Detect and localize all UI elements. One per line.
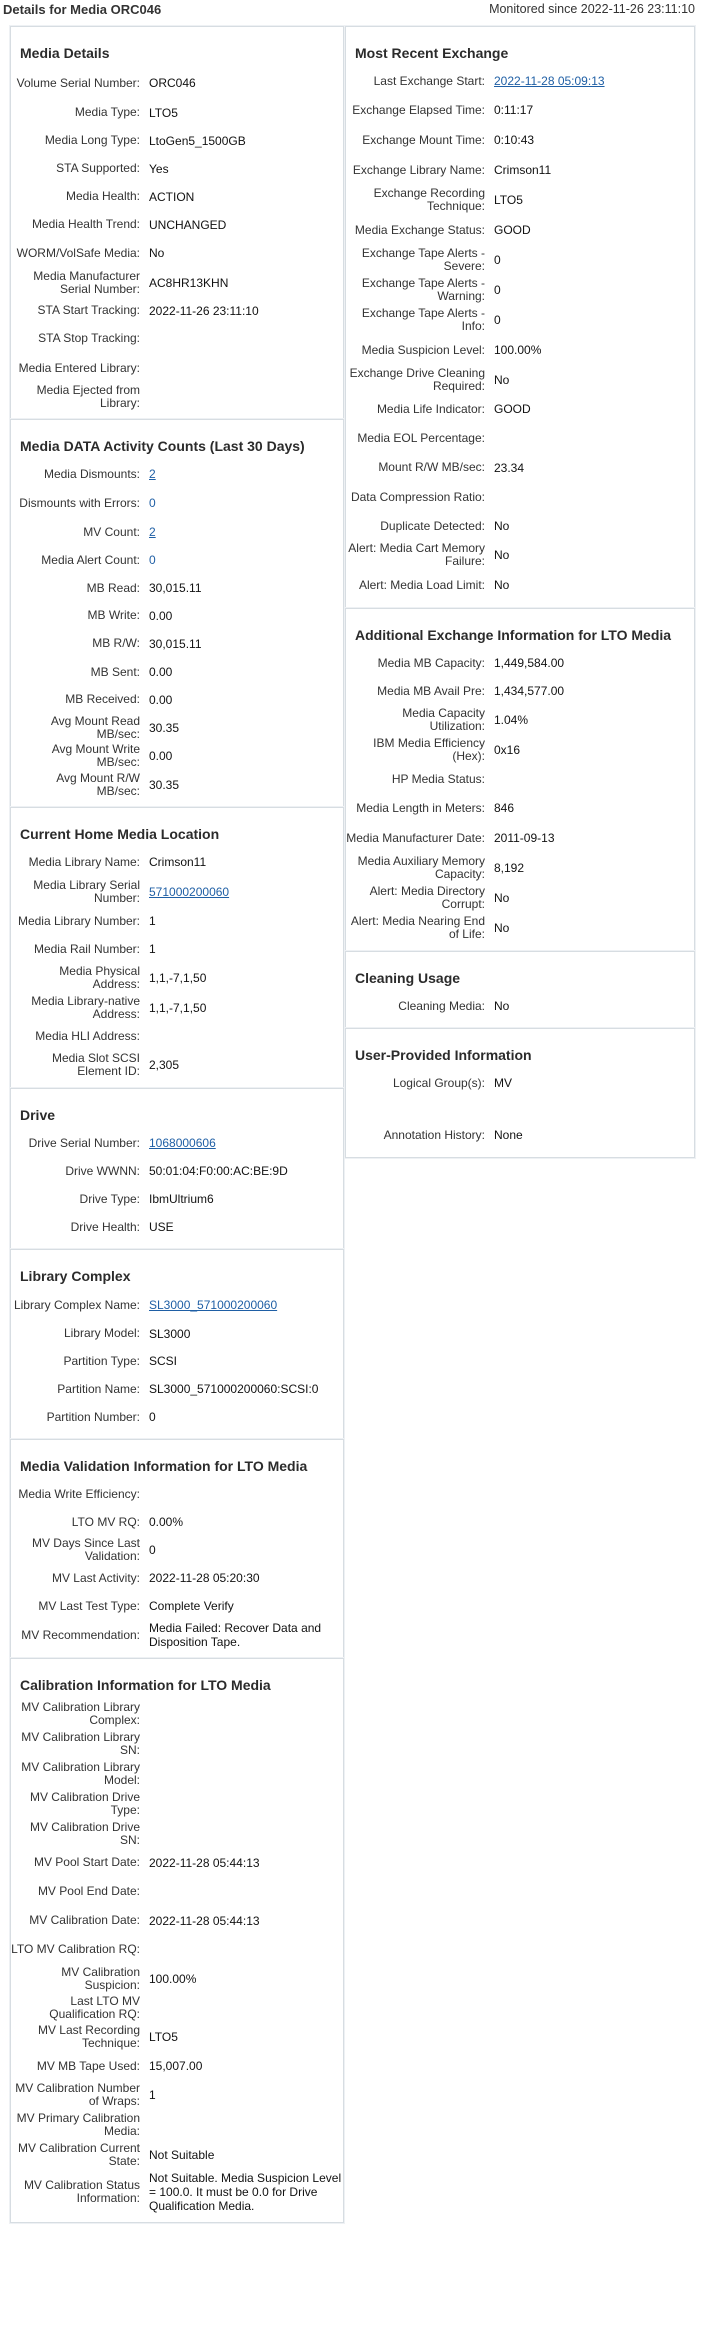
field-mb-r-w — [11, 629, 343, 658]
field-label: Exchange Elapsed Time: — [352, 102, 485, 117]
field-value: 30.35 — [149, 777, 180, 792]
section-current-home-media-location — [10, 807, 344, 1089]
field-media-type — [11, 99, 343, 126]
field-value: 0 — [494, 313, 501, 327]
field-media-hli-address — [11, 1022, 343, 1050]
field-lto-mv-calibration-rq — [11, 1935, 343, 1964]
field-drive-health — [11, 1213, 343, 1241]
field-value: LtoGen5_1500GB — [149, 133, 246, 148]
field-value: USE — [149, 1220, 174, 1234]
field-label: Media Rail Number: — [33, 941, 140, 956]
field-label: MB Received: — [65, 692, 140, 706]
field-cleaning-media — [346, 992, 694, 1020]
field-media-mb-avail-pre — [346, 677, 694, 705]
field-exchange-tape-alerts-info — [346, 305, 694, 335]
field-value: 0.00 — [149, 665, 173, 679]
field-label: Media Health Trend: — [31, 217, 140, 231]
field-label: Exchange Mount Time: — [362, 132, 485, 147]
section-title: Drive — [20, 1107, 56, 1123]
field-value: Not Suitable. Media Suspicion Level = 100.0. It must be 0.0 for Drive Qualification Media. — [149, 2171, 342, 2213]
field-label: Media HLI Address: — [35, 1028, 140, 1043]
field-media-manufacturer-date — [346, 823, 694, 853]
field-label: Partition Number: — [46, 1409, 140, 1424]
field-value-link[interactable]: 0 — [149, 496, 156, 510]
field-label: Avg Mount R/W MB/sec: — [56, 770, 140, 798]
field-value: UNCHANGED — [149, 217, 227, 232]
section-title: Cleaning Usage — [355, 970, 461, 986]
field-value: 0.00 — [149, 692, 173, 707]
field-label: Media Entered Library: — [18, 360, 140, 375]
field-label: Media EOL Percentage: — [357, 430, 485, 445]
field-volume-serial-number — [11, 67, 343, 99]
field-value: 8,192 — [494, 861, 525, 875]
field-label: Drive WWNN: — [65, 1163, 140, 1178]
field-value: No — [494, 519, 510, 533]
field-exchange-drive-cleaning-required — [346, 365, 694, 395]
field-value: 1 — [149, 914, 156, 928]
field-label: LTO MV RQ: — [71, 1514, 140, 1529]
field-value: ORC046 — [149, 76, 196, 90]
field-label: Media Length in Meters: — [356, 800, 485, 815]
field-value: Yes — [149, 161, 169, 176]
field-mv-primary-calibration-media — [11, 2110, 343, 2140]
field-value: 0 — [494, 283, 501, 297]
field-mv-calibration-library-sn — [11, 1729, 343, 1759]
field-label: Media Type: — [74, 105, 140, 119]
field-sta-stop-tracking — [11, 324, 343, 353]
field-value-link[interactable]: 571000200060 — [149, 884, 230, 899]
field-value: 30.35 — [149, 720, 180, 735]
field-value: Crimson11 — [149, 855, 207, 869]
field-label: Cleaning Media: — [398, 998, 485, 1013]
field-label: Media Physical Address: — [59, 964, 140, 991]
field-label: WORM/VolSafe Media: — [16, 245, 140, 260]
field-value: 1 — [149, 942, 156, 956]
section-drive — [10, 1088, 344, 1250]
field-drive-serial-number — [11, 1129, 343, 1157]
field-media-manufacturer-serial-number — [11, 268, 343, 297]
field-mb-sent — [11, 658, 343, 686]
field-value-link[interactable]: 1068000606 — [149, 1136, 216, 1150]
field-value: GOOD — [494, 402, 531, 416]
field-avg-mount-write-mb-sec — [11, 742, 343, 770]
section-calibration-information-for-lto-media — [10, 1658, 344, 2223]
field-label: Duplicate Detected: — [380, 518, 485, 533]
field-value: SCSI — [149, 1354, 178, 1368]
field-value: 0:10:43 — [494, 133, 535, 147]
field-value: 2022-11-28 05:44:13 — [149, 1913, 260, 1928]
field-label: STA Start Tracking: — [37, 303, 140, 317]
field-label: MV Last Recording Technique: — [37, 2023, 140, 2050]
field-label: MV Last Test Type: — [38, 1598, 140, 1613]
field-label: MV Calibration Status Information: — [23, 2178, 140, 2205]
field-label: MV Calibration Current State: — [17, 2141, 140, 2168]
field-label: Media Life Indicator: — [376, 401, 485, 416]
field-value: 50:01:04:F0:00:AC:BE:9D — [149, 1164, 288, 1178]
field-mv-pool-end-date — [11, 1877, 343, 1906]
section-title: Most Recent Exchange — [355, 45, 509, 61]
section-additional-exchange-information-for-lto-media — [345, 608, 695, 952]
field-mv-calibration-current-state — [11, 2140, 343, 2170]
field-label: STA Supported: — [56, 161, 140, 175]
field-partition-name — [11, 1375, 343, 1403]
field-value: 100.00% — [149, 1972, 197, 1986]
section-title: Current Home Media Location — [20, 826, 220, 842]
section-media-validation-information-for-lto-media — [10, 1439, 344, 1659]
field-label: Media Alert Count: — [41, 552, 140, 567]
field-label: MB Read: — [86, 580, 140, 595]
field-label: MV Days Since Last Validation: — [31, 1536, 140, 1563]
field-exchange-tape-alerts-warning — [346, 275, 694, 305]
field-label: Last LTO MV Qualification RQ: — [49, 1994, 140, 2021]
field-value: Complete Verify — [149, 1599, 234, 1613]
field-label: Media Exchange Status: — [354, 222, 485, 237]
section-most-recent-exchange — [345, 26, 695, 609]
field-value: No — [149, 246, 165, 260]
field-label: Alert: Media Nearing End of Life: — [350, 914, 485, 941]
field-label: Media Library Serial Number: — [33, 877, 140, 905]
field-value: GOOD — [494, 223, 531, 237]
field-worm-volsafe-media — [11, 238, 343, 268]
section-library-complex — [10, 1249, 344, 1440]
field-label: MV Calibration Suspicion: — [61, 1965, 140, 1992]
field-exchange-tape-alerts-severe — [346, 245, 694, 275]
field-media-library-serial-number — [11, 876, 343, 907]
field-media-physical-address — [11, 963, 343, 993]
field-label: MB R/W: — [92, 636, 140, 650]
field-value: Crimson11 — [494, 163, 552, 177]
field-media-auxiliary-memory-capacity — [346, 853, 694, 883]
field-drive-wwnn — [11, 1157, 343, 1185]
field-mb-read — [11, 574, 343, 602]
field-label: Logical Group(s): — [392, 1075, 485, 1090]
field-label: Library Complex Name: — [13, 1297, 140, 1312]
field-mv-calibration-library-model — [11, 1759, 343, 1789]
field-value: 0:11:17 — [494, 103, 534, 117]
field-value: No — [494, 921, 510, 935]
field-media-write-efficiency — [11, 1480, 343, 1508]
field-value: 2,305 — [149, 1058, 180, 1072]
field-value: Not Suitable — [149, 2148, 215, 2162]
field-hp-media-status — [346, 765, 694, 793]
field-value-link[interactable]: SL3000_571000200060 — [149, 1298, 278, 1312]
field-label: MV Calibration Library Complex: — [21, 1700, 140, 1727]
field-label: Drive Type: — [79, 1191, 140, 1206]
field-alert-media-directory-corrupt — [346, 883, 694, 913]
field-label: MV Primary Calibration Media: — [16, 2111, 140, 2138]
field-value: 0x16 — [494, 743, 521, 757]
field-label: MV Calibration Drive Type: — [29, 1790, 140, 1817]
field-label: Drive Health: — [70, 1219, 140, 1234]
field-media-alert-count — [11, 546, 343, 574]
field-media-rail-number — [11, 935, 343, 963]
field-library-complex-name — [11, 1290, 343, 1320]
section-media-details — [10, 26, 344, 420]
field-label: Exchange Tape Alerts - Warning: — [361, 276, 485, 303]
field-label: Partition Type: — [63, 1353, 140, 1368]
field-label: Media Library Name: — [28, 854, 140, 869]
field-label: Library Model: — [63, 1326, 140, 1340]
field-label: Exchange Tape Alerts - Info: — [361, 306, 485, 333]
field-media-capacity-utilization — [346, 705, 694, 735]
field-label: MB Sent: — [90, 664, 140, 679]
field-label: Exchange Library Name: — [352, 162, 485, 177]
page-title: Details for Media ORC046 — [3, 2, 162, 17]
field-label: Exchange Recording Technique: — [373, 186, 485, 213]
field-value: SL3000 — [149, 1326, 191, 1341]
field-last-exchange-start — [346, 67, 694, 95]
field-media-eol-percentage — [346, 423, 694, 453]
field-media-library-number — [11, 907, 343, 935]
field-mv-pool-start-date — [11, 1848, 343, 1877]
field-value: SL3000_571000200060:SCSI:0 — [149, 1382, 319, 1396]
left-column — [10, 26, 344, 2222]
field-value: LTO5 — [149, 105, 178, 120]
field-media-exchange-status — [346, 215, 694, 245]
field-mv-recommendation — [11, 1620, 343, 1650]
field-value: 1,434,577.00 — [494, 684, 565, 698]
field-avg-mount-r-w-mb-sec — [11, 770, 343, 799]
field-media-length-in-meters — [346, 793, 694, 823]
field-label: MV Pool Start Date: — [33, 1855, 140, 1869]
field-mv-calibration-drive-type — [11, 1789, 343, 1819]
field-value: 2011-09-13 — [494, 831, 555, 845]
field-mv-calibration-number-of-wraps — [11, 2080, 343, 2110]
section-media-data-activity-counts-last-30-days — [10, 419, 344, 808]
field-label: Dismounts with Errors: — [19, 495, 140, 510]
field-label: MV Pool End Date: — [37, 1884, 140, 1898]
field-value: 2022-11-28 05:20:30 — [149, 1571, 260, 1585]
field-label: Drive Serial Number: — [28, 1135, 140, 1150]
field-ibm-media-efficiency-hex — [346, 735, 694, 765]
field-library-model — [11, 1320, 343, 1347]
field-partition-type — [11, 1347, 343, 1375]
section-title: Media DATA Activity Counts (Last 30 Days) — [20, 438, 305, 454]
field-last-lto-mv-qualification-rq — [11, 1994, 343, 2022]
field-value: 100.00% — [494, 343, 542, 357]
section-title: Media Validation Information for LTO Media — [20, 1458, 308, 1474]
section-title: Additional Exchange Information for LTO Media — [355, 627, 672, 643]
field-label: Media Ejected from Library: — [36, 383, 140, 410]
section-user-provided-information — [345, 1028, 695, 1158]
field-media-library-name — [11, 848, 343, 876]
field-value-link[interactable]: 2022-11-28 05:09:13 — [494, 74, 605, 88]
field-label: MV MB Tape Used: — [36, 2058, 140, 2073]
field-value: 30,015.11 — [149, 581, 202, 595]
field-media-ejected-from-library — [11, 383, 343, 411]
field-label: Mount R/W MB/sec: — [378, 460, 485, 474]
field-value-link[interactable]: 0 — [149, 553, 156, 567]
field-mv-count — [11, 518, 343, 546]
field-mv-last-activity — [11, 1564, 343, 1592]
field-label: Exchange Tape Alerts - Severe: — [361, 246, 485, 273]
section-title: User-Provided Information — [355, 1047, 532, 1063]
field-label: Media Library Number: — [17, 913, 140, 928]
field-label: Media Health: — [65, 189, 140, 203]
field-value-link[interactable]: 2 — [149, 525, 156, 539]
field-exchange-recording-technique — [346, 185, 694, 215]
field-label: Media Dismounts: — [43, 466, 140, 481]
field-label: Avg Mount Write MB/sec: — [51, 742, 140, 769]
field-value: 1,1,-7,1,50 — [149, 971, 207, 985]
monitored-since: Monitored since 2022-11-26 23:11:10 — [489, 2, 695, 16]
field-label: IBM Media Efficiency (Hex): — [373, 736, 485, 763]
field-label: MV Calibration Number of Wraps: — [15, 2081, 140, 2108]
field-label: MV Calibration Drive SN: — [29, 1819, 140, 1847]
field-label: Exchange Drive Cleaning Required: — [349, 366, 485, 393]
field-exchange-mount-time — [346, 125, 694, 155]
field-label: Media Slot SCSI Element ID: — [51, 1051, 140, 1078]
field-value: Media Failed: Recover Data and Disposition Tape. — [149, 1621, 322, 1649]
field-blank — [346, 1097, 694, 1121]
field-label: Alert: Media Directory Corrupt: — [369, 884, 485, 911]
field-media-entered-library — [11, 353, 343, 383]
field-dismounts-with-errors — [11, 488, 343, 518]
field-value: 1,449,584.00 — [494, 656, 565, 670]
field-media-suspicion-level — [346, 335, 694, 365]
field-mv-days-since-last-validation — [11, 1536, 343, 1564]
field-value: No — [494, 891, 510, 905]
field-label: MV Calibration Date: — [29, 1913, 140, 1927]
field-value: 0.00 — [149, 749, 173, 763]
field-data-compression-ratio — [346, 482, 694, 512]
field-exchange-library-name — [346, 155, 694, 185]
field-label: Media Library-native Address: — [31, 993, 140, 1021]
field-mb-received — [11, 686, 343, 713]
field-label: MB Write: — [87, 608, 140, 622]
field-label: Annotation History: — [383, 1127, 485, 1142]
field-media-health-trend — [11, 211, 343, 238]
field-label: Data Compression Ratio: — [350, 489, 485, 504]
field-value: 846 — [494, 801, 515, 815]
field-alert-media-load-limit — [346, 570, 694, 600]
field-label: LTO MV Calibration RQ: — [11, 1942, 140, 1956]
field-value: 0.00% — [149, 1515, 184, 1529]
field-annotation-history — [346, 1121, 694, 1149]
field-label: Alert: Media Load Limit: — [358, 577, 485, 592]
field-label: MV Calibration Library Model: — [21, 1760, 140, 1787]
field-label: Media Manufacturer Serial Number: — [33, 268, 140, 296]
field-mv-calibration-drive-sn — [11, 1819, 343, 1848]
field-label: Media Capacity Utilization: — [402, 706, 485, 733]
field-media-library-native-address — [11, 993, 343, 1022]
field-logical-group-s — [346, 1069, 694, 1097]
field-value: 0 — [149, 1543, 156, 1557]
field-mv-calibration-date — [11, 1906, 343, 1935]
field-sta-supported — [11, 155, 343, 182]
field-exchange-elapsed-time — [346, 95, 694, 125]
field-value: AC8HR13KHN — [149, 275, 229, 290]
field-mv-calibration-library-complex — [11, 1699, 343, 1729]
field-value: None — [494, 1128, 523, 1142]
field-value: 1.04% — [494, 713, 529, 727]
field-value: 0 — [149, 1410, 156, 1424]
field-label: Media Manufacturer Date: — [346, 830, 485, 845]
section-cleaning-usage — [345, 951, 695, 1029]
field-label: Volume Serial Number: — [16, 75, 140, 90]
field-value: 1 — [149, 2088, 156, 2102]
field-value: 30,015.11 — [149, 636, 202, 651]
field-value: 0.00 — [149, 608, 173, 623]
field-mv-calibration-suspicion — [11, 1964, 343, 1994]
field-lto-mv-rq — [11, 1508, 343, 1536]
field-label: MV Last Activity: — [51, 1570, 140, 1585]
field-value: ACTION — [149, 189, 195, 204]
field-value-link[interactable]: 2 — [149, 467, 156, 481]
field-media-long-type — [11, 126, 343, 155]
field-label: STA Stop Tracking: — [38, 331, 140, 345]
section-title: Media Details — [20, 45, 110, 61]
field-label: HP Media Status: — [391, 771, 485, 786]
field-label: Media Long Type: — [44, 133, 140, 147]
field-value: 23.34 — [494, 460, 525, 475]
right-column — [345, 26, 695, 1157]
field-sta-start-tracking — [11, 297, 343, 324]
field-value: No — [494, 578, 510, 592]
field-label: Partition Name: — [57, 1381, 140, 1396]
field-mv-last-test-type — [11, 1592, 343, 1620]
field-value: No — [494, 999, 510, 1013]
field-value: 1,1,-7,1,50 — [149, 1000, 207, 1015]
field-label: Media MB Capacity: — [377, 655, 485, 670]
field-label: MV Calibration Library SN: — [21, 1730, 140, 1757]
field-alert-media-nearing-end-of-life — [346, 913, 694, 943]
field-label: Alert: Media Cart Memory Failure: — [348, 541, 485, 568]
field-value: No — [494, 373, 510, 387]
field-label: Media Suspicion Level: — [361, 342, 485, 357]
field-media-health — [11, 182, 343, 211]
field-duplicate-detected — [346, 512, 694, 540]
field-value: 2022-11-26 23:11:10 — [149, 303, 259, 318]
field-mv-last-recording-technique — [11, 2022, 343, 2052]
field-mv-calibration-status-information — [11, 2170, 343, 2214]
title-bar — [0, 0, 701, 20]
field-value: LTO5 — [149, 2030, 178, 2044]
field-mb-write — [11, 602, 343, 629]
field-drive-type — [11, 1185, 343, 1213]
field-label: Media Auxiliary Memory Capacity: — [357, 854, 485, 881]
field-value: No — [494, 548, 510, 562]
field-mount-r-w-mb-sec — [346, 453, 694, 482]
field-label: MV Count: — [83, 524, 140, 539]
field-value: IbmUltrium6 — [149, 1192, 214, 1206]
field-label: Avg Mount Read MB/sec: — [50, 713, 140, 741]
section-title: Calibration Information for LTO Media — [20, 1677, 271, 1693]
field-label: Media Write Efficiency: — [18, 1486, 140, 1501]
field-value: 15,007.00 — [149, 2059, 203, 2073]
field-value: LTO5 — [494, 193, 523, 207]
field-value: MV — [494, 1076, 512, 1090]
field-label: Media MB Avail Pre: — [377, 683, 485, 698]
field-media-life-indicator — [346, 395, 694, 423]
field-alert-media-cart-memory-failure — [346, 540, 694, 570]
field-label: MV Recommendation: — [21, 1627, 140, 1642]
field-media-dismounts — [11, 460, 343, 488]
field-media-mb-capacity — [346, 649, 694, 677]
field-media-slot-scsi-element-id — [11, 1050, 343, 1080]
field-value: 2022-11-28 05:44:13 — [149, 1855, 260, 1870]
section-title: Library Complex — [20, 1268, 131, 1284]
field-mv-mb-tape-used — [11, 2052, 343, 2080]
field-partition-number — [11, 1403, 343, 1431]
field-value: 0 — [494, 253, 501, 267]
field-avg-mount-read-mb-sec — [11, 713, 343, 742]
field-label: Last Exchange Start: — [373, 73, 485, 88]
